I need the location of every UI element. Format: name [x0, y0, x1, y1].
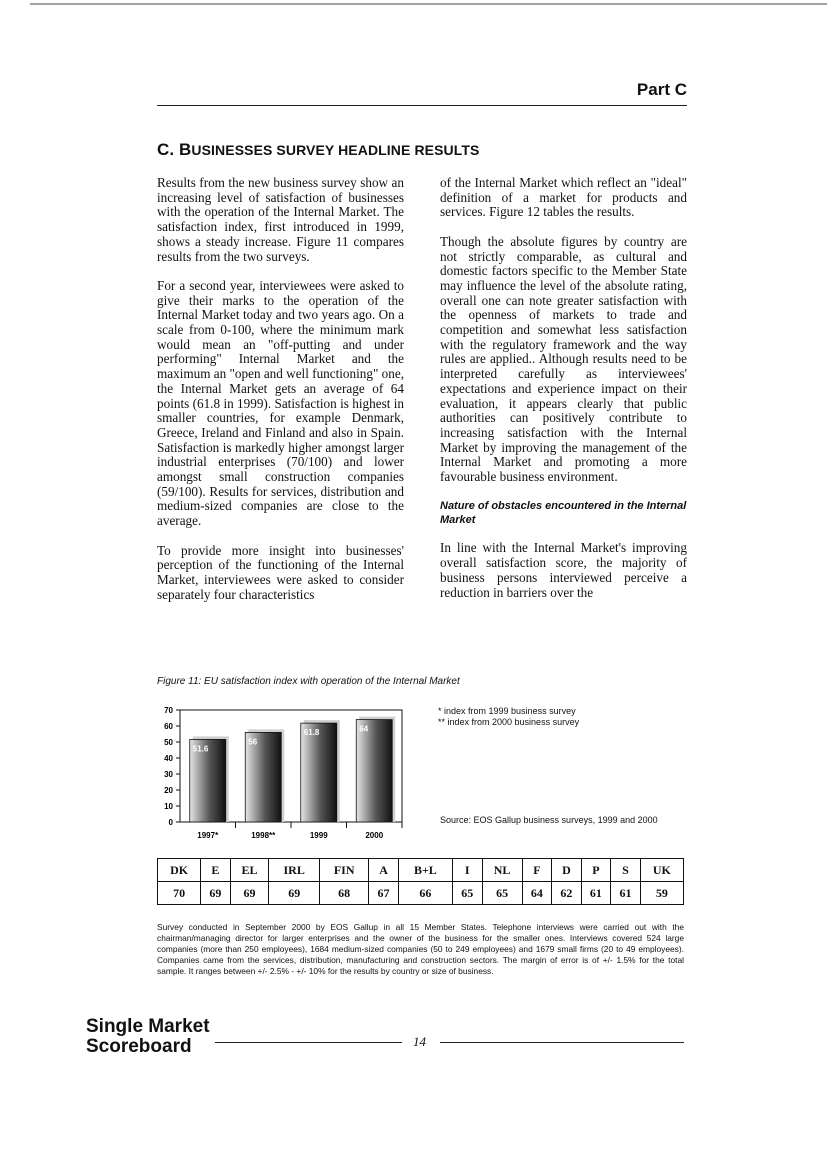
subheading: Nature of obstacles encountered in the Internal Market — [440, 500, 687, 527]
scan-top-edge — [30, 3, 827, 5]
bar-value-label: 56 — [248, 737, 258, 747]
country-score-cell: 65 — [452, 882, 482, 905]
country-score-cell: 66 — [398, 882, 452, 905]
section-heading-initial: C. B — [157, 140, 192, 159]
country-header-row — [158, 859, 684, 882]
country-score-cell: 68 — [320, 882, 369, 905]
country-score-cell: 61 — [611, 882, 641, 905]
header-rule — [157, 105, 687, 106]
note-1999: * index from 1999 business survey — [438, 706, 576, 716]
country-code-cell: I — [452, 859, 482, 882]
brand-title — [86, 1017, 210, 1057]
footer-rule-left — [215, 1042, 402, 1043]
brand-line-1: Single Market — [86, 1016, 210, 1037]
bar-value-label: 51.6 — [192, 744, 209, 754]
paragraph: To provide more insight into businesses' perception of the functioning of the Internal Market, interviewees were asked to consider separately four characteristics — [157, 542, 404, 602]
figure-caption: Figure 11: EU satisfaction index with operation of the Internal Market — [157, 676, 460, 687]
paragraph: of the Internal Market which reflect an "ideal" definition of a market for products and services. Figure 12 tables the results. — [440, 175, 687, 220]
country-code-cell: FIN — [320, 859, 369, 882]
country-score-cell: 69 — [201, 882, 231, 905]
bar — [301, 723, 337, 822]
country-code-cell: F — [522, 859, 552, 882]
country-score-cell: 67 — [369, 882, 399, 905]
right-column — [440, 176, 687, 615]
country-score-cell: 70 — [158, 882, 201, 905]
country-code-cell: B+L — [398, 859, 452, 882]
country-code-cell: EL — [230, 859, 269, 882]
country-score-table — [157, 858, 684, 905]
x-category-label: 2000 — [365, 831, 384, 840]
figure-notes — [438, 706, 579, 728]
y-tick-label: 40 — [164, 754, 173, 763]
country-score-row — [158, 882, 684, 905]
country-score-cell: 69 — [230, 882, 269, 905]
x-category-label: 1999 — [309, 831, 328, 840]
country-code-cell: E — [201, 859, 231, 882]
y-tick-label: 20 — [164, 786, 173, 795]
y-tick-label: 70 — [164, 706, 173, 715]
y-tick-label: 30 — [164, 770, 173, 779]
country-code-cell: S — [611, 859, 641, 882]
country-code-cell: A — [369, 859, 399, 882]
y-tick-label: 50 — [164, 738, 173, 747]
left-column — [157, 176, 404, 617]
x-category-label: 1997* — [197, 831, 219, 840]
country-score-cell: 65 — [482, 882, 522, 905]
footer-rule-right — [440, 1042, 684, 1043]
section-heading-rest: USINESSES SURVEY HEADLINE RESULTS — [191, 142, 480, 158]
brand-line-2: Scoreboard — [86, 1036, 192, 1057]
country-code-cell: P — [581, 859, 611, 882]
paragraph: For a second year, interviewees were asked to give their marks to the operation of the Internal Market today and two years ago. On a scale from 0-100, where the minimum mark would mean an "off-putting and under performing" Internal Market and the maximum an "open and well functioning" one, the Internal Market gets an average of 64 points (61.8 in 1999). Satisfaction is highest in smaller countries, for example Denmark, Greece, Ireland and Finland and also in Spain. Satisfaction is markedly higher amongst larger industrial enterprises (70/100) and lower amongst small construction companies (59/100). Results for services, distribution and medium-sized companies are close to the average. — [157, 277, 404, 529]
country-code-cell: NL — [482, 859, 522, 882]
figure-source: Source: EOS Gallup business surveys, 1999 and 2000 — [440, 815, 658, 825]
country-score-cell: 69 — [269, 882, 320, 905]
bar-value-label: 64 — [359, 724, 369, 734]
section-heading — [157, 140, 479, 160]
country-score-cell: 64 — [522, 882, 552, 905]
page-number: 14 — [413, 1034, 426, 1049]
y-tick-label: 10 — [164, 802, 173, 811]
note-2000: ** index from 2000 business survey — [438, 717, 580, 727]
bar-value-label: 61.8 — [303, 728, 320, 738]
y-tick-label: 60 — [164, 722, 173, 731]
country-score-cell: 59 — [640, 882, 683, 905]
country-score-cell: 61 — [581, 882, 611, 905]
country-code-cell: UK — [640, 859, 683, 882]
paragraph: In line with the Internal Market's improving overall satisfaction score, the majority of business persons interviewed perceive a reduction in barriers over the — [440, 540, 687, 600]
survey-methodology-note: Survey conducted in September 2000 by EOS Gallup in all 15 Member States. Telephone interviews were carried out with the chairman/managing director for larger enterprises and the owner of the business for the smaller ones. Interviews covered 524 large companies (more than 250 employees), 1684 medium-sized companies (50 to 249 employees) and 1679 small firms (20 to 49 employees). Companies came from the services, distribution, manufacturing and construction sectors. The margin of error is of +/- 1.5% for the total sample. It ranges between +/- 2.5% - +/- 10% for the results by country or size of business. — [157, 922, 684, 976]
paragraph: Results from the new business survey show an increasing level of satisfaction of businesses with the operation of the Internal Market. The satisfaction index, first introduced in 1999, shows a steady increase. Figure 11 compares results from the two surveys. — [157, 175, 404, 264]
x-category-label: 1998** — [251, 831, 276, 840]
y-tick-label: 0 — [168, 818, 173, 827]
satisfaction-bar-chart — [150, 696, 420, 846]
country-code-cell: DK — [158, 859, 201, 882]
part-label: Part C — [636, 80, 687, 99]
country-code-cell: D — [552, 859, 582, 882]
country-code-cell: IRL — [269, 859, 320, 882]
paragraph: Though the absolute figures by country are not strictly comparable, as cultural and domestic factors specific to the Member State may influence the level of the absolute rating, overall one can note greater satisfaction with the openness of markets to trade and competition and somewhat less satisfaction with the regulatory framework and the way rules are applied.. Although results need to be interpreted carefully as interviewees' expectations and experience impact on their evaluation, it appears clearly that public authorities can positively contribute to increasing satisfaction with the Internal Market by improving the management of the Internal Market and promoting a more favourable business environment. — [440, 233, 687, 485]
bar — [356, 720, 392, 822]
country-score-cell: 62 — [552, 882, 582, 905]
